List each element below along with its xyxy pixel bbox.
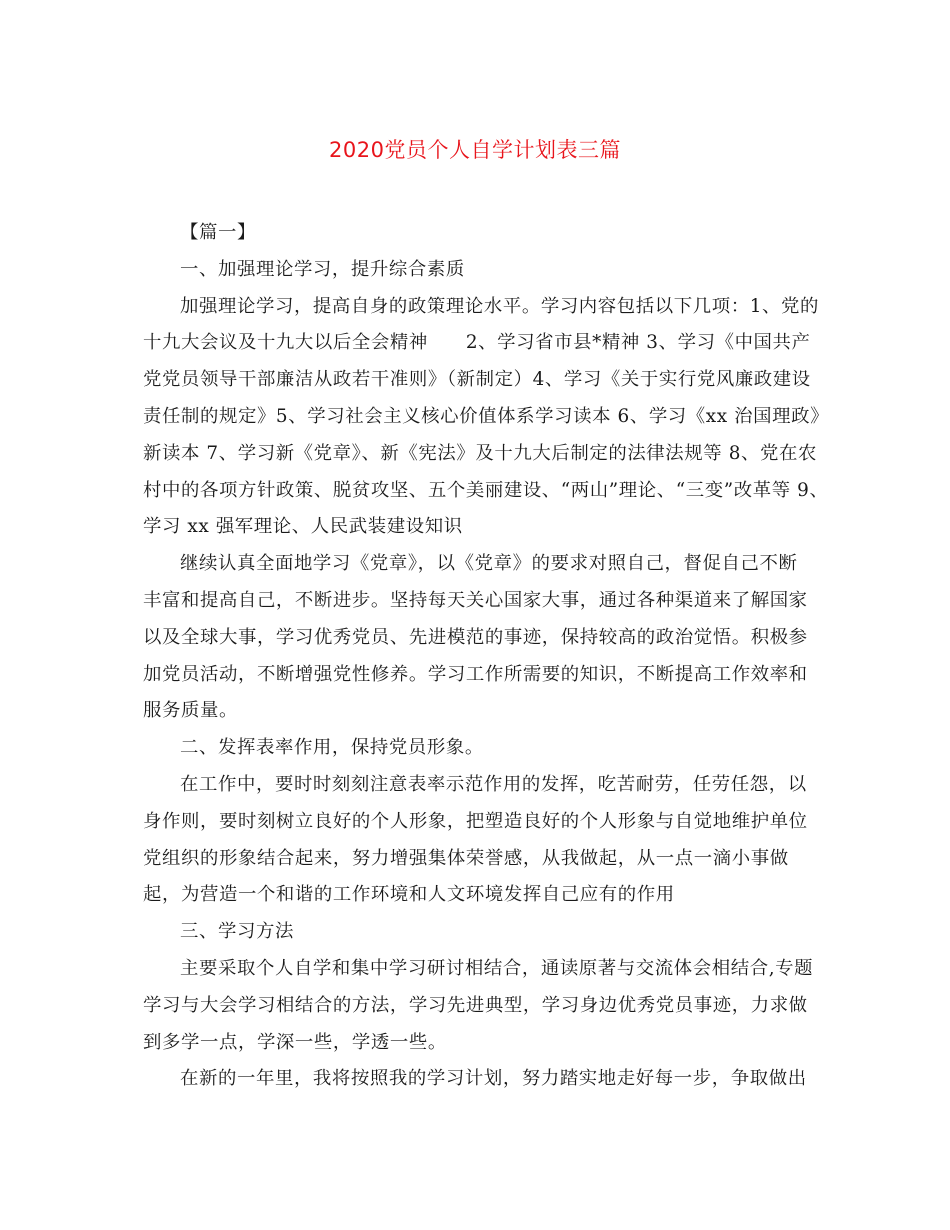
- subsection-heading: 三、学习方法: [180, 921, 294, 943]
- document-body: [143, 215, 830, 1098]
- paragraph-line: 学习与大会学习相结合的方法，学习先进典型，学习身边优秀党员事迹，力求做: [143, 994, 808, 1016]
- subsection-heading: 二、发挥表率作用，保持党员形象。: [180, 737, 484, 759]
- paragraph-line: 在新的一年里，我将按照我的学习计划，努力踏实地走好每一步，争取做出: [180, 1068, 807, 1090]
- paragraph-line: 身作则，要时刻树立良好的个人形象，把塑造良好的个人形象与自觉地维护单位: [143, 810, 808, 832]
- paragraph-line: 十九大会议及十九大以后全会精神 2、学习省市县*精神 3、学习《中国共产: [143, 332, 811, 354]
- paragraph-line: 以及全球大事，学习优秀党员、先进模范的事迹，保持较高的政治觉悟。积极参: [143, 626, 808, 648]
- paragraph-line: 责任制的规定》5、学习社会主义核心价值体系学习读本 6、学习《xx 治国理政》: [143, 405, 830, 427]
- paragraph-line: 到多学一点，学深一些，学透一些。: [143, 1031, 447, 1053]
- section-heading: 【篇一】: [180, 222, 256, 243]
- document-title: 2020党员个人自学计划表三篇: [329, 138, 621, 162]
- paragraph-line: 村中的各项方针政策、脱贫攻坚、五个美丽建设、“两山”理论、“三变”改革等 9、: [143, 479, 829, 501]
- paragraph-line: 服务质量。: [143, 700, 238, 722]
- paragraph-line: 新读本 7、学习新《党章》、新《宪法》及十九大后制定的法律法规等 8、党在农: [143, 442, 817, 464]
- subsection-heading: 一、加强理论学习，提升综合素质: [180, 258, 465, 280]
- paragraph-line: 党组织的形象结合起来，努力增强集体荣誉感，从我做起，从一点一滴小事做: [143, 847, 789, 869]
- paragraph-line: 加强理论学习，提高自身的政策理论水平。学习内容包括以下几项：1、党的: [180, 295, 819, 317]
- paragraph-line: 在工作中，要时时刻刻注意表率示范作用的发挥，吃苦耐劳，任劳任怨，以: [180, 773, 807, 795]
- paragraph-line: 加党员活动，不断增强党性修养。学习工作所需要的知识，不断提高工作效率和: [143, 663, 808, 685]
- paragraph-line: 党党员领导干部廉洁从政若干准则》（新制定）4、学习《关于实行党风廉政建设: [143, 369, 811, 391]
- paragraph-line: 学习 xx 强军理论、人民武装建设知识: [143, 516, 463, 538]
- paragraph-line: 起，为营造一个和谐的工作环境和人文环境发挥自己应有的作用: [143, 884, 675, 906]
- paragraph-line: 继续认真全面地学习《党章》，以《党章》的要求对照自己，督促自己不断: [180, 553, 798, 575]
- paragraph-line: 丰富和提高自己，不断进步。坚持每天关心国家大事，通过各种渠道来了解国家: [143, 589, 808, 611]
- paragraph-line: 主要采取个人自学和集中学习研讨相结合，通读原著与交流体会相结合,专题: [180, 957, 814, 979]
